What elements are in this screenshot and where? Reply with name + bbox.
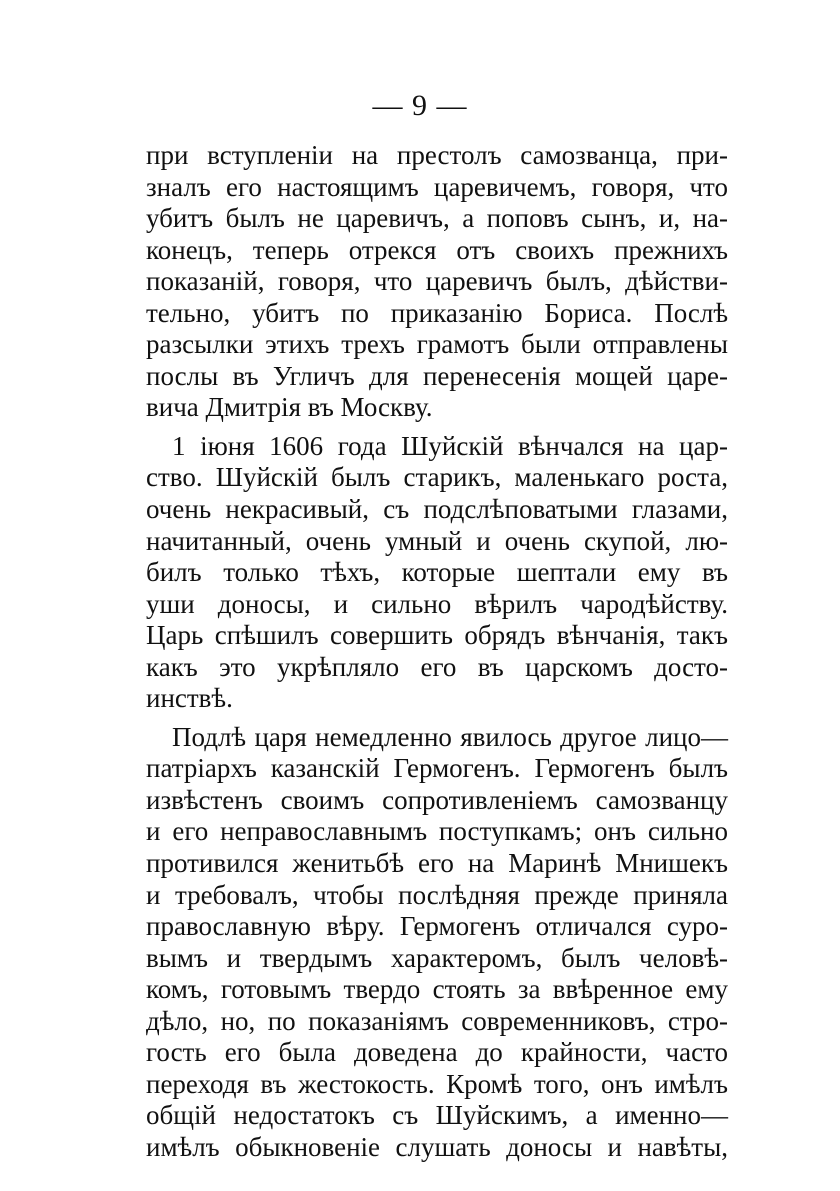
text-line: общій недостатокъ съ Шуйскимъ, а именно— xyxy=(146,1100,728,1131)
paragraph-2 xyxy=(146,431,728,715)
text-line: извѣстенъ своимъ сопротивленіемъ самозванцу xyxy=(146,784,728,815)
text-line: тельно, убитъ по приказанію Бориса. Послѣ xyxy=(146,297,728,328)
text-line: противился женитьбѣ его на Маринѣ Мнишекъ xyxy=(146,848,728,879)
text-line: какъ это укрѣпляло его въ царскомъ досто- xyxy=(146,651,728,682)
text-line: уши доносы, и сильно вѣрилъ чародѣйству. xyxy=(146,588,728,619)
text-line: имѣлъ обыкновеніе слушать доносы и навѣты, xyxy=(146,1131,728,1162)
text-line: вича Дмитрія въ Москву. xyxy=(146,392,433,423)
text-line: конецъ, теперь отрекся отъ своихъ прежнихъ xyxy=(146,234,728,265)
text-line: зналъ его настоящимъ царевичемъ, говоря, что xyxy=(146,171,728,202)
text-line: убитъ былъ не царевичъ, а поповъ сынъ, и, на- xyxy=(146,203,728,234)
text-line: вымъ и твердымъ характеромъ, былъ человѣ- xyxy=(146,942,728,973)
text-line: православную вѣру. Гермогенъ отличался суро- xyxy=(146,911,728,942)
text-line: при вступленіи на престолъ самозванца, при- xyxy=(146,140,728,170)
page-number: — 9 — xyxy=(372,89,468,122)
text-line: 1 іюня 1606 года Шуйскій вѣнчался на цар- xyxy=(172,430,728,461)
body-text xyxy=(146,140,728,1164)
text-line: Подлѣ царя немедленно явилось другое лицо— xyxy=(172,721,728,752)
paragraph-3 xyxy=(146,722,728,1164)
text-line: Царь спѣшилъ совершить обрядъ вѣнчанія, такъ xyxy=(146,620,728,651)
text-line: ство. Шуйскій былъ старикъ, маленькаго роста, xyxy=(146,462,728,493)
text-line: очень некрасивый, съ подслѣповатыми глазами, xyxy=(146,494,728,525)
paragraph-1 xyxy=(146,140,728,424)
text-line: начитанный, очень умный и очень скупой, лю- xyxy=(146,525,728,556)
text-line: показаній, говоря, что царевичъ былъ, дѣйстви- xyxy=(146,266,728,297)
text-line: и требовалъ, чтобы послѣдняя прежде приняла xyxy=(146,879,728,910)
text-line: переходя въ жестокость. Кромѣ того, онъ имѣлъ xyxy=(146,1068,728,1099)
text-line: комъ, готовымъ твердо стоять за ввѣренное ему xyxy=(146,974,728,1005)
text-line: дѣло, но, по показаніямъ современниковъ, стро- xyxy=(146,1005,728,1036)
paragraph-spacer xyxy=(146,715,728,722)
text-line: разсылки этихъ трехъ грамотъ были отправлены xyxy=(146,329,728,360)
text-line: гость его была доведена до крайности, часто xyxy=(146,1037,728,1068)
paragraph-spacer xyxy=(146,424,728,431)
text-line: инствѣ. xyxy=(146,683,233,714)
text-line: послы въ Угличъ для перенесенія мощей царе- xyxy=(146,360,728,391)
text-line: патріархъ казанскій Гермогенъ. Гермогенъ былъ xyxy=(146,753,728,784)
text-line: и его неправославнымъ поступкамъ; онъ сильно xyxy=(146,816,728,847)
text-line: билъ только тѣхъ, которые шептали ему въ xyxy=(146,557,728,588)
